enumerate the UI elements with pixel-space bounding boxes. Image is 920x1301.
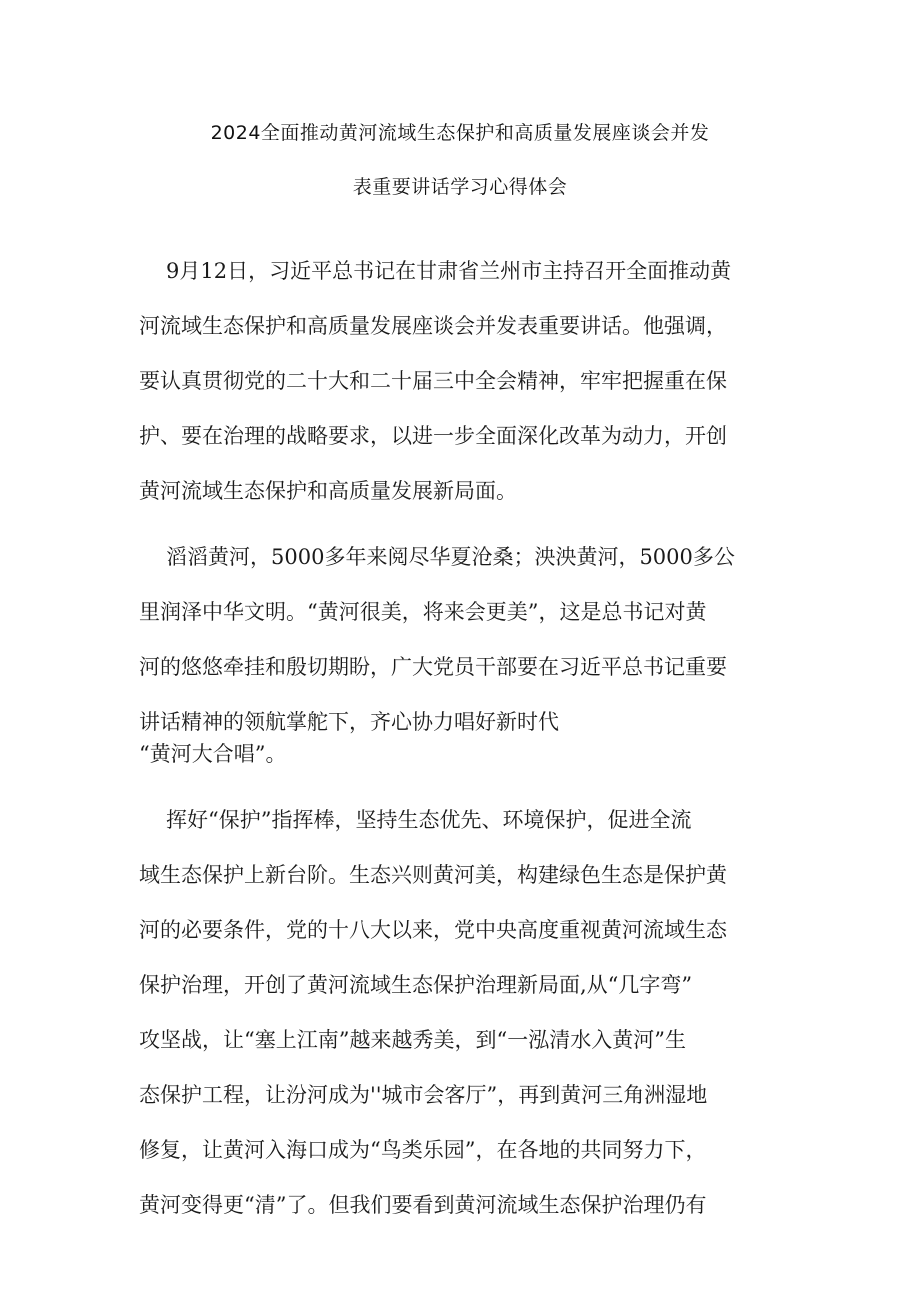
title-line-2: 表重要讲话学习心得体会 <box>352 176 568 198</box>
paragraph-1-line: 9月12日，习近平总书记在甘肃省兰州市主持召开全面推动黄 <box>166 259 732 283</box>
paragraph-3-line: 保护治理，开创了黄河流域生态保护治理新局面,从“几字弯” <box>139 973 693 997</box>
paragraph-2-line: 河的悠悠牵挂和殷切期盼，广大党员干部要在习近平总书记重要 <box>139 655 727 679</box>
paragraph-2-line: 滔滔黄河，5000多年来阅尽华夏沧桑；泱泱黄河，5000多公 <box>166 545 735 569</box>
paragraph-1-line: 护、要在治理的战略要求，以进一步全面深化改革为动力，开创 <box>139 424 727 448</box>
paragraph-3-line: 黄河变得更“清”了。但我们要看到黄河流域生态保护治理仍有 <box>139 1193 707 1217</box>
paragraph-1-line: 要认真贯彻党的二十大和二十届三中全会精神，牢牢把握重在保 <box>139 369 727 393</box>
paragraph-3-line: 攻坚战，让“塞上江南”越来越秀美，到“一泓清水入黄河”生 <box>139 1028 686 1052</box>
paragraph-2-line: 里润泽中华文明。“黄河很美，将来会更美”，这是总书记对黄 <box>139 600 707 624</box>
paragraph-1-line: 河流域生态保护和高质量发展座谈会并发表重要讲话。他强调， <box>139 314 727 338</box>
paragraph-1-line: 黄河流域生态保护和高质量发展新局面。 <box>139 479 517 503</box>
paragraph-3-line: 河的必要条件，党的十八大以来，党中央高度重视黄河流域生态 <box>139 918 727 942</box>
paragraph-3-line: 域生态保护上新台阶。生态兴则黄河美，构建绿色生态是保护黄 <box>139 863 727 887</box>
paragraph-3-line: 修复，让黄河入海口成为“鸟类乐园”，在各地的共同努力下， <box>139 1138 707 1162</box>
paragraph-3-line: 态保护工程，让汾河成为''城市会客厅”，再到黄河三角洲湿地 <box>139 1083 708 1107</box>
title-line-1: 2024全面推动黄河流域生态保护和高质量发展座谈会并发 <box>210 122 710 144</box>
paragraph-2-line: 讲话精神的领航掌舵下，齐心协力唱好新时代 <box>139 710 559 734</box>
paragraph-3-line: 挥好“保护”指挥棒，坚持生态优先、环境保护，促进全流 <box>166 808 692 832</box>
paragraph-2-line: “黄河大合唱”。 <box>139 742 287 766</box>
